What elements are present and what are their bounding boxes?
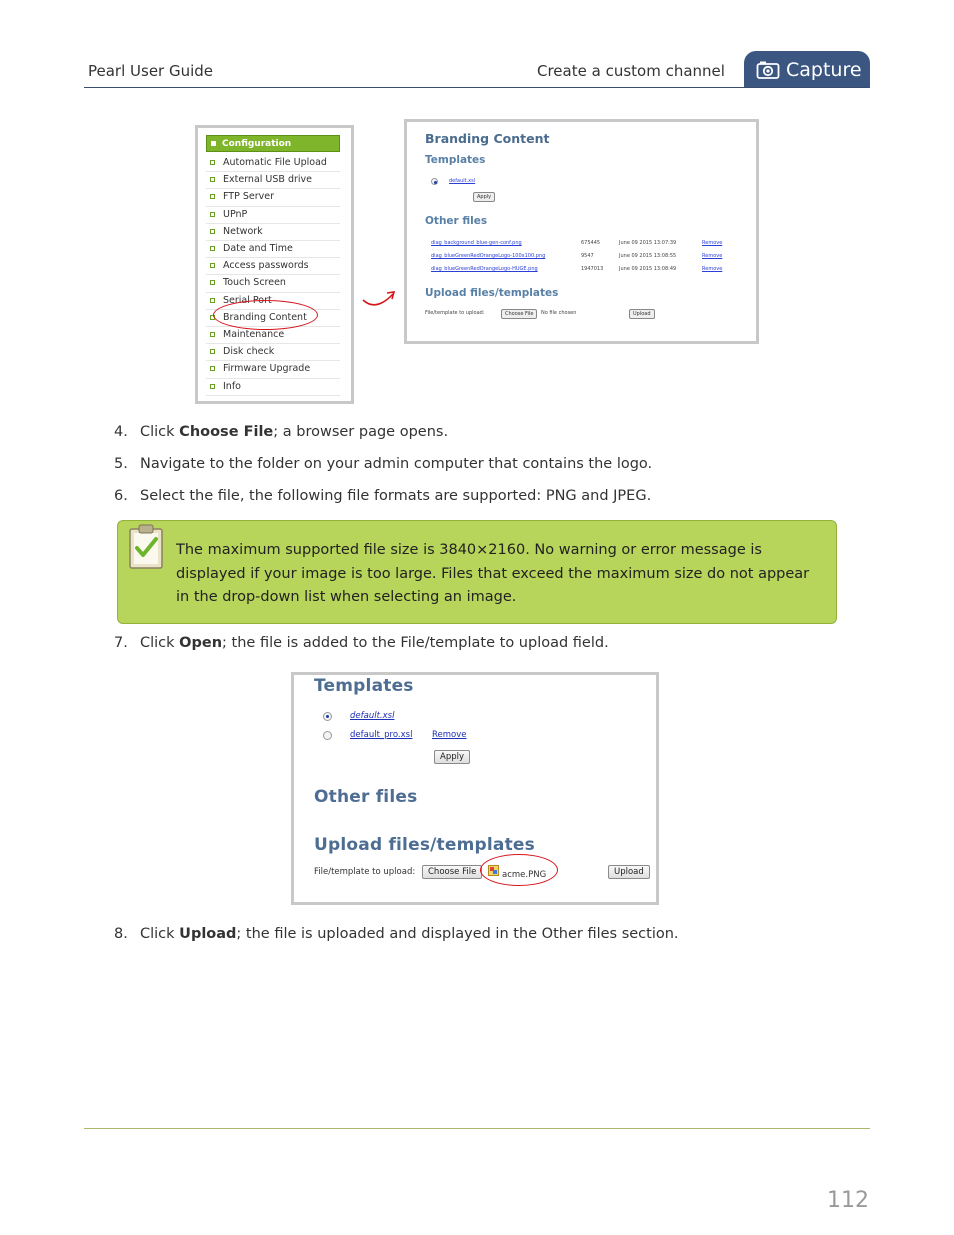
guide-title: Pearl User Guide [88,62,214,80]
menu-item-info[interactable]: Info [206,379,340,396]
chosen-file-name: acme.PNG [502,870,547,880]
remove-link[interactable]: Remove [432,730,467,740]
red-arrow-icon [360,288,398,310]
menu-item-access-passwords[interactable]: Access passwords [206,258,340,275]
template-pro-radio[interactable] [323,731,332,740]
section-title: Create a custom channel [537,62,725,80]
menu-item-ftp-server[interactable]: FTP Server [206,189,340,206]
tip-text: The maximum supported file size is 3840×2160. No warning or error message is displayed if your image is too large. Files that exceed the maximum size do not appear in the drop-down list when selecting an image. [176,542,810,605]
choose-file-button[interactable]: Choose File [501,309,537,319]
clipboard-check-icon [128,524,164,570]
footer-divider [84,1128,870,1129]
menu-item-date-time[interactable]: Date and Time [206,241,340,258]
header-divider [84,87,870,88]
config-menu-heading: Configuration [206,135,340,152]
file-date: June 09 2015 13:08:55 [619,253,677,259]
upload-heading: Upload files/templates [425,287,559,299]
step-5: 5. Navigate to the folder on your admin computer that contains the logo. [114,456,653,472]
upload-button[interactable]: Upload [629,309,655,319]
camera-icon [756,60,780,80]
file-date: June 09 2015 13:08:49 [619,266,677,272]
page-number: 112 [827,1188,869,1213]
apply-button[interactable]: Apply [473,192,495,202]
choose-file-button[interactable]: Choose File [422,865,482,879]
template-default-radio[interactable] [323,712,332,721]
step-6: 6. Select the file, the following file formats are supported: PNG and JPEG. [114,488,652,504]
template-radio[interactable] [431,178,438,185]
menu-item-network[interactable]: Network [206,224,340,241]
branding-highlight-oval [213,300,318,330]
remove-link[interactable]: Remove [702,266,723,272]
other-files-heading: Other files [425,215,488,227]
file-link[interactable]: diag_blueGreenRedOrangeLogo-HUGE.png [431,266,538,272]
templates-heading: Templates [314,676,414,696]
menu-item-touch-screen[interactable]: Touch Screen [206,275,340,292]
templates-screenshot [291,672,659,905]
file-link[interactable]: diag_blueGreenRedOrangeLogo-100x100.png [431,253,546,259]
menu-item-maintenance[interactable]: Maintenance [206,327,340,344]
menu-item-branding-content[interactable]: Branding Content [206,310,340,327]
other-files-heading: Other files [314,787,418,807]
step-8: 8. Click Upload; the file is uploaded and displayed in the Other files section. [114,926,679,942]
branding-title: Branding Content [425,131,550,146]
file-size: 675445 [581,240,601,246]
tip-box [117,520,837,624]
config-menu-screenshot [195,125,354,404]
file-date: June 09 2015 13:07:39 [619,240,677,246]
upload-field-label: File/template to upload: [314,867,416,877]
capture-tab [744,51,870,88]
menu-item-automatic-file-upload[interactable]: Automatic File Upload [206,155,340,172]
step-7: 7. Click Open; the file is added to the File/template to upload field. [114,635,609,651]
file-size: 1947013 [581,266,604,272]
capture-tab-label: Capture [786,58,862,81]
menu-item-disk-check[interactable]: Disk check [206,344,340,361]
templates-heading: Templates [425,154,486,166]
template-default-link[interactable]: default.xsl [350,711,395,721]
template-file-link[interactable]: default.xsl [449,178,476,184]
file-link[interactable]: diag_background_blue-gen-conf.png [431,240,522,246]
menu-item-firmware-upgrade[interactable]: Firmware Upgrade [206,361,340,378]
chosen-file-highlight-oval [480,854,558,886]
step-4: 4. Click Choose File; a browser page opens. [114,424,449,440]
apply-button[interactable]: Apply [434,750,470,764]
upload-heading: Upload files/templates [314,835,535,855]
menu-item-upnp[interactable]: UPnP [206,207,340,224]
upload-button[interactable]: Upload [608,865,650,879]
no-file-chosen-text: No file chosen [541,310,577,316]
branding-content-screenshot [404,119,759,344]
template-pro-link[interactable]: default_pro.xsl [350,730,413,740]
upload-field-label: File/template to upload: [425,310,485,316]
remove-link[interactable]: Remove [702,253,723,259]
remove-link[interactable]: Remove [702,240,723,246]
menu-item-external-usb[interactable]: External USB drive [206,172,340,189]
menu-item-serial-port[interactable]: Serial Port [206,293,340,310]
file-size: 9547 [581,253,594,259]
